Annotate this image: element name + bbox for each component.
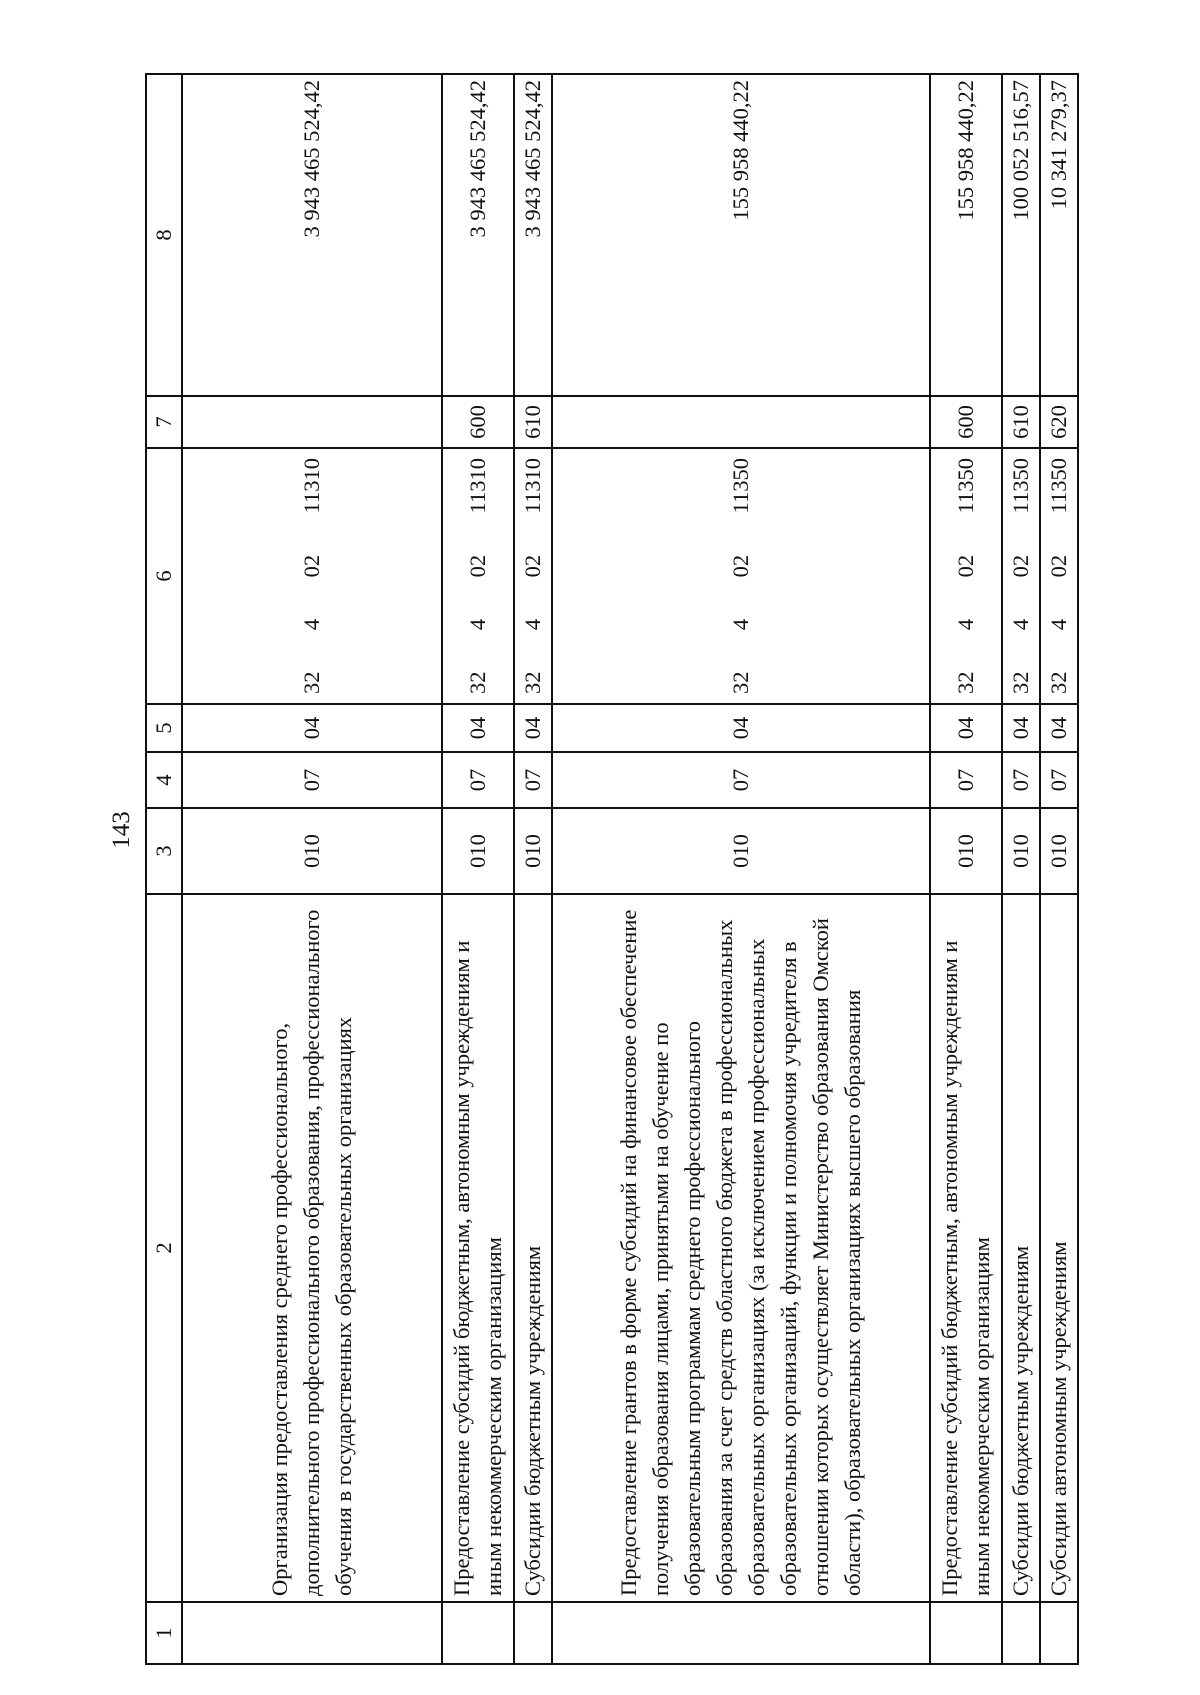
- table-row: [552, 74, 930, 1664]
- code-part: 32: [299, 671, 324, 694]
- cell-4: 07: [1002, 752, 1040, 808]
- cell-3: 010: [1040, 808, 1078, 894]
- code-part: 4: [520, 618, 545, 631]
- header-cell: 1: [146, 1602, 182, 1664]
- cell-6: [442, 448, 514, 704]
- row-name-cell: Предоставление субсидий бюджетным, автономным учреждениям и иным некоммерческим организациям: [442, 894, 514, 1602]
- cell-4: 07: [182, 752, 442, 808]
- cell-5: 04: [1002, 704, 1040, 752]
- cell-6: [1002, 448, 1040, 704]
- code-part: 11350: [1008, 458, 1033, 514]
- header-cell: 2: [146, 894, 182, 1602]
- code-part: 11350: [728, 458, 753, 514]
- budget-table: [145, 73, 1079, 1665]
- header-cell: 7: [146, 396, 182, 448]
- cell-3: 010: [442, 808, 514, 894]
- cell-6: [514, 448, 552, 704]
- row-name-cell: Субсидии бюджетным учреждениям: [1002, 894, 1040, 1602]
- row-number-cell: [182, 1602, 442, 1664]
- row-number-cell: [514, 1602, 552, 1664]
- code-part: 32: [728, 671, 753, 694]
- cell-7: 600: [442, 396, 514, 448]
- cell-3: 010: [182, 808, 442, 894]
- cell-6: [552, 448, 930, 704]
- amount-cell: 3 943 465 524,42: [514, 74, 552, 396]
- cell-7: 620: [1040, 396, 1078, 448]
- code-part: 02: [1046, 554, 1071, 578]
- cell-5: 04: [182, 704, 442, 752]
- cell-6: [182, 448, 442, 704]
- cell-4: 07: [1040, 752, 1078, 808]
- amount-cell: 3 943 465 524,42: [442, 74, 514, 396]
- header-cell: 6: [146, 448, 182, 704]
- cell-4: 07: [514, 752, 552, 808]
- cell-6: [930, 448, 1002, 704]
- table-row: [442, 74, 514, 1664]
- code-part: 4: [953, 618, 978, 631]
- header-cell: 8: [146, 74, 182, 396]
- header-cell: 3: [146, 808, 182, 894]
- row-number-cell: [930, 1602, 1002, 1664]
- cell-5: 04: [930, 704, 1002, 752]
- cell-5: 04: [552, 704, 930, 752]
- row-name-cell: Предоставление грантов в форме субсидий на финансовое обеспечение получения образования лицами, принятыми на обучение по образовательным программам среднего профессионального образования за счет средств областного бюджета в профессиональных образовательных организациях (за исключением профессиональных образовательных организаций, функции и полномочия учредителя в отношении которых осуществляет Министерство образования Омской области), образовательных организациях высшего образования: [552, 894, 930, 1602]
- cell-7: 610: [514, 396, 552, 448]
- code-part: 02: [299, 554, 324, 578]
- cell-6: [1040, 448, 1078, 704]
- code-part: 4: [465, 618, 490, 631]
- code-part: 11350: [1046, 458, 1071, 514]
- amount-cell: 100 052 516,57: [1002, 74, 1040, 396]
- row-name-cell: Предоставление субсидий бюджетным, автономным учреждениям и иным некоммерческим организациям: [930, 894, 1002, 1602]
- code-part: 32: [953, 671, 978, 694]
- code-part: 11350: [953, 458, 978, 514]
- row-name-cell: Субсидии автономным учреждениям: [1040, 894, 1078, 1602]
- table-row: [514, 74, 552, 1664]
- row-number-cell: [552, 1602, 930, 1664]
- row-name-cell: Субсидии бюджетным учреждениям: [514, 894, 552, 1602]
- amount-cell: 155 958 440,22: [552, 74, 930, 396]
- cell-4: 07: [442, 752, 514, 808]
- row-number-cell: [442, 1602, 514, 1664]
- code-part: 02: [953, 554, 978, 578]
- cell-5: 04: [442, 704, 514, 752]
- budget-table-rotated: [145, 75, 1071, 1665]
- cell-4: 07: [552, 752, 930, 808]
- cell-4: 07: [930, 752, 1002, 808]
- code-part: 32: [520, 671, 545, 694]
- header-cell: 5: [146, 704, 182, 752]
- row-number-cell: [1002, 1602, 1040, 1664]
- cell-3: 010: [930, 808, 1002, 894]
- cell-3: 010: [514, 808, 552, 894]
- code-part: 11310: [465, 458, 490, 514]
- cell-7: 610: [1002, 396, 1040, 448]
- code-part: 4: [1008, 618, 1033, 631]
- amount-cell: 155 958 440,22: [930, 74, 1002, 396]
- amount-cell: 10 341 279,37: [1040, 74, 1078, 396]
- code-part: 32: [465, 671, 490, 694]
- code-part: 11310: [520, 458, 545, 514]
- row-name-cell: Организация предоставления среднего профессионального, дополнительного профессионального образования, профессионального обучения в государственных образовательных организациях: [182, 894, 442, 1602]
- cell-5: 04: [514, 704, 552, 752]
- cell-7: 600: [930, 396, 1002, 448]
- table-row: [1002, 74, 1040, 1664]
- header-cell: 4: [146, 752, 182, 808]
- header-row: [146, 74, 182, 1664]
- cell-3: 010: [1002, 808, 1040, 894]
- code-part: 02: [728, 554, 753, 578]
- page-number: 143: [108, 811, 135, 849]
- table-row: [1040, 74, 1078, 1664]
- code-part: 11310: [299, 458, 324, 514]
- cell-7: [552, 396, 930, 448]
- code-part: 4: [1046, 618, 1071, 631]
- cell-5: 04: [1040, 704, 1078, 752]
- code-part: 32: [1046, 671, 1071, 694]
- table-row: [930, 74, 1002, 1664]
- code-part: 02: [1008, 554, 1033, 578]
- code-part: 02: [520, 554, 545, 578]
- code-part: 32: [1008, 671, 1033, 694]
- row-number-cell: [1040, 1602, 1078, 1664]
- amount-cell: 3 943 465 524,42: [182, 74, 442, 396]
- code-part: 4: [299, 618, 324, 631]
- cell-7: [182, 396, 442, 448]
- table-row: [182, 74, 442, 1664]
- cell-3: 010: [552, 808, 930, 894]
- code-part: 4: [728, 618, 753, 631]
- code-part: 02: [465, 554, 490, 578]
